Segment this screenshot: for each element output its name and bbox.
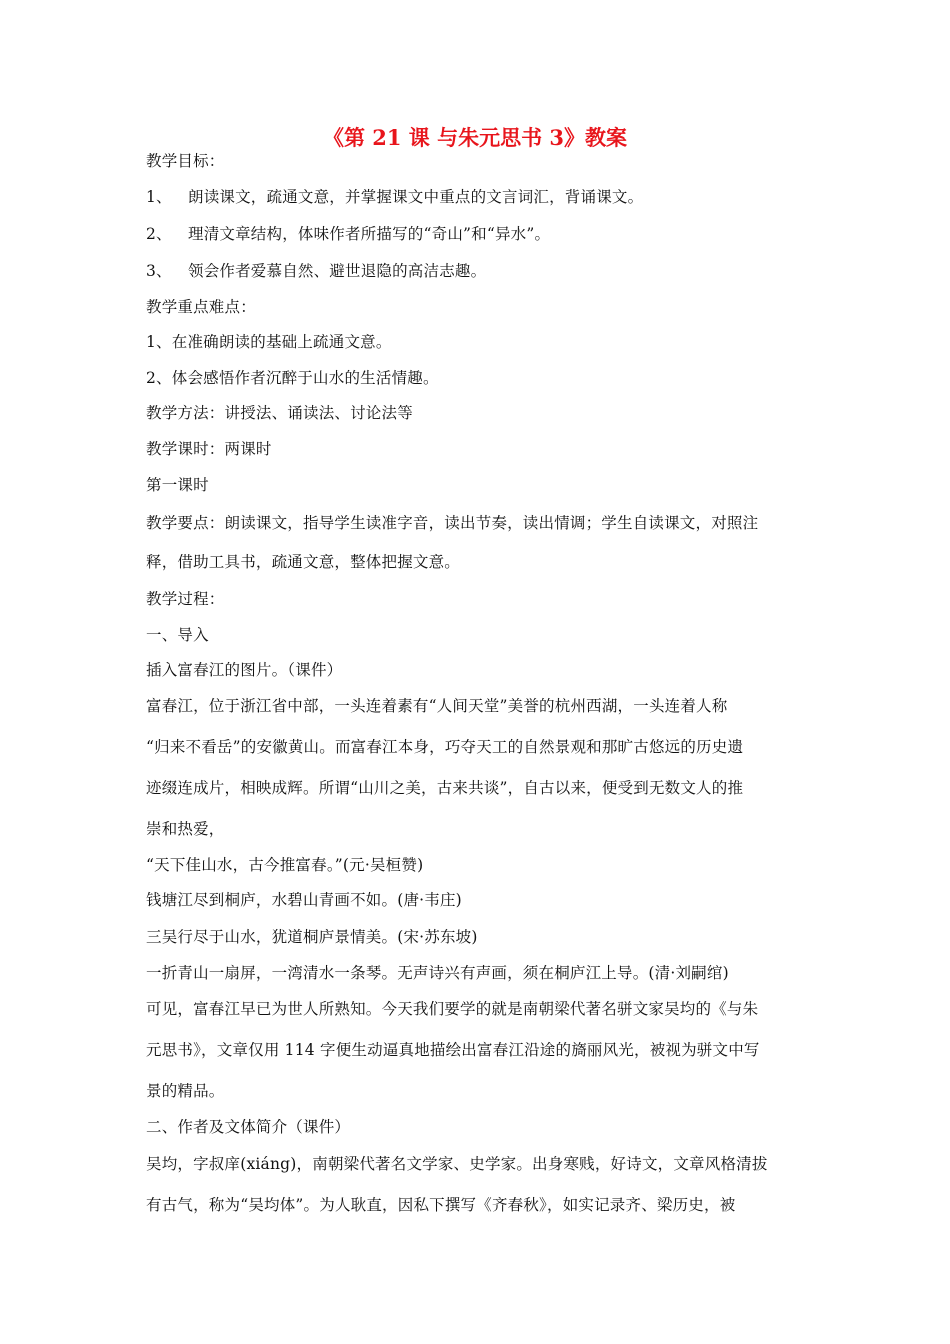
goal-number: 2、 (146, 225, 172, 243)
page-title: 《第 21 课 与朱元思书 3》教案 (322, 125, 628, 150)
first-lesson-heading: 第一课时 (146, 476, 209, 494)
intro-line-2: “归来不看岳”的安徽黄山。而富春江本身，巧夺天工的自然景观和那旷古悠远的历史遗 (146, 738, 744, 756)
teaching-hours: 教学课时：两课时 (146, 440, 272, 458)
goal-item-3 (146, 261, 486, 281)
goal-number: 3、 (146, 262, 172, 280)
section-1-heading: 一、导入 (146, 626, 209, 644)
conclusion-line-2: 元思书》，文章仅用 114 字便生动逼真地描绘出富春江沿途的旖丽风光，被视为骈文中写 (146, 1041, 760, 1059)
author-line-1: 吴均，字叔庠(xiáng)，南朝梁代著名文学家、史学家。出身寒贱，好诗文，文章风格清拔 (146, 1155, 768, 1173)
quote-2: 钱塘江尽到桐庐，水碧山青画不如。(唐·韦庄) (146, 891, 462, 909)
essentials-line-2: 释，借助工具书，疏通文意，整体把握文意。 (146, 553, 461, 571)
key-point-1: 1、在准确朗读的基础上疏通文意。 (146, 333, 392, 351)
section-2-heading: 二、作者及文体简介（课件） (146, 1118, 351, 1136)
key-points-heading: 教学重点难点： (146, 298, 256, 316)
quote-4: 一折青山一扇屏，一湾清水一条琴。无声诗兴有声画，须在桐庐江上导。(清·刘嗣绾) (146, 964, 729, 982)
goal-text: 朗读课文，疏通文意，并掌握课文中重点的文言词汇，背诵课文。 (188, 188, 644, 206)
essentials-line-1: 教学要点：朗读课文，指导学生读准字音，读出节奏，读出情调；学生自读课文，对照注 (146, 514, 759, 532)
quote-1: “天下佳山水，古今推富春。”(元·吴桓赞) (146, 856, 424, 874)
intro-line-3: 迹缀连成片，相映成辉。所谓“山川之美，古来共谈”，自古以来，便受到无数文人的推 (146, 779, 744, 797)
key-point-2: 2、体会感悟作者沉醉于山水的生活情趣。 (146, 369, 439, 387)
goal-text: 理清文章结构，体味作者所描写的“奇山”和“异水”。 (188, 225, 551, 243)
conclusion-line-1: 可见，富春江早已为世人所熟知。今天我们要学的就是南朝梁代著名骈文家吴均的《与朱 (146, 1000, 759, 1018)
goal-text: 领会作者爱慕自然、避世退隐的高洁志趣。 (188, 262, 487, 280)
conclusion-line-3: 景的精品。 (146, 1082, 225, 1100)
quote-3: 三吴行尽于山水，犹道桐庐景情美。(宋·苏东坡) (146, 928, 478, 946)
teaching-methods: 教学方法：讲授法、诵读法、讨论法等 (146, 404, 413, 422)
intro-line-4: 崇和热爱， (146, 820, 225, 838)
insert-picture-note: 插入富春江的图片。（课件） (146, 661, 343, 679)
process-heading: 教学过程： (146, 590, 225, 608)
intro-line-1: 富春江，位于浙江省中部，一头连着素有“人间天堂”美誉的杭州西湖，一头连着人称 (146, 697, 728, 715)
goal-item-1 (146, 187, 643, 207)
goal-number: 1、 (146, 188, 172, 206)
goal-item-2 (146, 224, 550, 244)
author-line-2: 有古气，称为“吴均体”。为人耿直，因私下撰写《齐春秋》，如实记录齐、梁历史，被 (146, 1196, 736, 1214)
goals-heading: 教学目标： (146, 152, 225, 170)
